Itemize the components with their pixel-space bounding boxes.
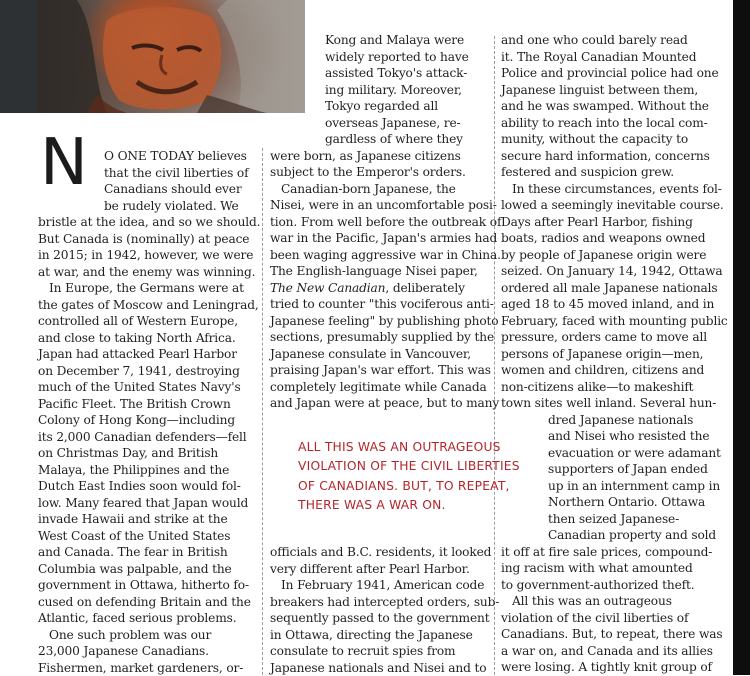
col1-line: Fishermen, market gardeners, or-: [38, 660, 243, 676]
col3-line: to government-authorized theft.: [501, 577, 694, 594]
col2-line: In February 1941, American code: [281, 577, 484, 594]
col3-line: then seized Japanese-: [548, 511, 679, 528]
col1-line: 23,000 Japanese Canadians.: [38, 643, 209, 660]
col3-line: Police and provincial police had one: [501, 65, 719, 82]
col2-line: sections, presumably supplied by the: [270, 329, 494, 346]
col2-line: Japanese feeling" by publishing photo: [270, 313, 499, 330]
col2-line: Canadian-born Japanese, the: [281, 181, 456, 198]
col3-line: munity, without the capacity to: [501, 131, 688, 148]
col1-line: the gates of Moscow and Leningrad,: [38, 297, 259, 314]
col2-line: praising Japan's war effort. This was: [270, 362, 491, 379]
col2-line: ing military. Moreover,: [325, 82, 462, 99]
col2-line: assisted Tokyo's attack-: [325, 65, 467, 82]
col2-line-rest: , deliberately: [385, 281, 464, 295]
col3-line: aged 18 to 45 moved inland, and in: [501, 296, 714, 313]
col3-line: ability to reach into the local com-: [501, 115, 708, 132]
col1-line: Japan had attacked Pearl Harbor: [38, 346, 237, 363]
col2-line: The English-language Nisei paper,: [270, 263, 478, 280]
col3-line: lowed a seemingly inevitable course.: [501, 197, 724, 214]
col3-line: seized. On January 14, 1942, Ottawa: [501, 263, 723, 280]
col3-line: ordered all male Japanese nationals: [501, 280, 718, 297]
col3-line: dred Japanese nationals: [548, 412, 693, 429]
page-edge: [733, 0, 750, 675]
col3-line: All this was an outrageous: [512, 593, 672, 610]
col3-line: were losing. A tightly knit group of: [501, 659, 712, 676]
col3-line: boats, radios and weapons owned: [501, 230, 705, 247]
col2-line: were born, as Japanese citizens: [270, 148, 461, 165]
pull-quote-line: VIOLATION OF THE CIVIL LIBERTIES: [298, 457, 520, 476]
col1-line: on Christmas Day, and British: [38, 445, 218, 462]
col1-line: Colony of Hong Kong—including: [38, 412, 235, 429]
col3-line: by people of Japanese origin were: [501, 247, 706, 264]
col1-line: cused on defending Britain and the: [38, 594, 251, 611]
col1-line: Columbia was palpable, and the: [38, 561, 232, 578]
col3-line: festered and suspicion grew.: [501, 164, 674, 181]
col1-line: One such problem was our: [49, 627, 211, 644]
col3-line: Days after Pearl Harbor, fishing: [501, 214, 693, 231]
col3-line: women and children, citizens and: [501, 362, 704, 379]
col2-line: subject to the Emperor's orders.: [270, 164, 466, 181]
col1-line: at war, and the enemy was winning.: [38, 264, 255, 281]
col2-line: officials and B.C. residents, it looked: [270, 544, 491, 561]
col3-line: town sites well inland. Several hun-: [501, 395, 716, 412]
col2-line: [270, 280, 465, 297]
col2-line: consulate to recruit spies from: [270, 643, 455, 660]
portrait-painting: [37, 0, 305, 113]
col3-line: it off at fire sale prices, compound-: [501, 544, 712, 561]
col1-line: invade Hawaii and strike at the: [38, 511, 228, 528]
newspaper-title: The New Canadian: [270, 281, 385, 295]
column-divider-1: [262, 148, 263, 675]
col3-line: Japanese linguist between them,: [501, 82, 698, 99]
col1-line: But Canada is (nominally) at peace: [38, 231, 249, 248]
col2-line: and Japan were at peace, but to many: [270, 395, 499, 412]
col2-line: Nisei, were in an uncomfortable posi-: [270, 197, 497, 214]
col3-line: up in an internment camp in: [548, 478, 720, 495]
col3-line: it. The Royal Canadian Mounted: [501, 49, 696, 66]
col3-line: secure hard information, concerns: [501, 148, 710, 165]
col1-line: that the civil liberties of: [104, 165, 248, 182]
col3-line: and he was swamped. Without the: [501, 98, 709, 115]
col1-line: O ONE TODAY believes: [104, 148, 247, 165]
col3-line: Northern Ontario. Ottawa: [548, 494, 705, 511]
col1-line: low. Many feared that Japan would: [38, 495, 248, 512]
col2-line: in Ottawa, directing the Japanese: [270, 627, 473, 644]
drop-cap: N: [40, 131, 88, 195]
col3-line: and one who could barely read: [501, 32, 688, 49]
col1-line: West Coast of the United States: [38, 528, 230, 545]
col2-line: sequently passed to the government: [270, 610, 489, 627]
col1-line: in 2015; in 1942, however, we were: [38, 247, 253, 264]
col3-line: ing racism with what amounted: [501, 560, 693, 577]
col3-line: February, faced with mounting public: [501, 313, 728, 330]
column-divider-2: [494, 36, 495, 675]
col1-line: bristle at the idea, and so we should.: [38, 214, 260, 231]
col1-line: Atlantic, faced serious problems.: [38, 610, 236, 627]
col3-line: persons of Japanese origin—men,: [501, 346, 703, 363]
col3-line: evacuation or were adamant: [548, 445, 721, 462]
col3-line: pressure, orders came to move all: [501, 329, 707, 346]
col1-line: Malaya, the Philippines and the: [38, 462, 229, 479]
col1-line: and Canada. The fear in British: [38, 544, 228, 561]
col2-line: Japanese nationals and Nisei and to: [270, 660, 486, 676]
col2-line: very different after Pearl Harbor.: [270, 561, 470, 578]
col1-line: Pacific Fleet. The British Crown: [38, 396, 231, 413]
col3-line: Canadians. But, to repeat, there was: [501, 626, 722, 643]
col1-line: controlled all of Western Europe,: [38, 313, 238, 330]
col2-line: Japanese consulate in Vancouver,: [270, 346, 471, 363]
pull-quote-line: OF CANADIANS. BUT, TO REPEAT,: [298, 477, 520, 496]
col1-line: Canadians should ever: [104, 181, 242, 198]
col2-line: overseas Japanese, re-: [325, 115, 460, 132]
col1-line: government in Ottawa, hitherto fo-: [38, 577, 249, 594]
col1-line: Dutch East Indies soon would fol-: [38, 478, 241, 495]
col3-line: supporters of Japan ended: [548, 461, 708, 478]
pull-quote: [298, 438, 520, 516]
col3-line: Canadian property and sold: [548, 527, 716, 544]
col2-line: widely reported to have: [325, 49, 469, 66]
col3-line: violation of the civil liberties of: [501, 610, 688, 627]
col2-line: gardless of where they: [325, 131, 463, 148]
col1-line: and close to taking North Africa.: [38, 330, 236, 347]
col1-line: be rudely violated. We: [104, 198, 239, 215]
pull-quote-line: THERE WAS A WAR ON.: [298, 496, 520, 515]
col2-line: Tokyo regarded all: [325, 98, 438, 115]
col1-line: on December 7, 1941, destroying: [38, 363, 240, 380]
col3-line: and Nisei who resisted the: [548, 428, 709, 445]
col2-line: been waging aggressive war in China.: [270, 247, 501, 264]
col1-line: much of the United States Navy's: [38, 379, 241, 396]
col3-line: non-citizens alike—to makeshift: [501, 379, 693, 396]
col2-line: breakers had intercepted orders, sub-: [270, 594, 499, 611]
pull-quote-line: ALL THIS WAS AN OUTRAGEOUS: [298, 438, 520, 457]
col2-line: completely legitimate while Canada: [270, 379, 487, 396]
col1-line: its 2,000 Canadian defenders—fell: [38, 429, 247, 446]
col2-line: Kong and Malaya were: [325, 32, 464, 49]
col2-line: war in the Pacific, Japan's armies had: [270, 230, 497, 247]
col2-line: tried to counter "this vociferous anti-: [270, 296, 494, 313]
photo-margin-band: [0, 0, 37, 113]
col1-line: In Europe, the Germans were at: [49, 280, 244, 297]
col2-line: tion. From well before the outbreak of: [270, 214, 501, 231]
col3-line: In these circumstances, events fol-: [512, 181, 722, 198]
col3-line: a war on, and Canada and its allies: [501, 643, 713, 660]
